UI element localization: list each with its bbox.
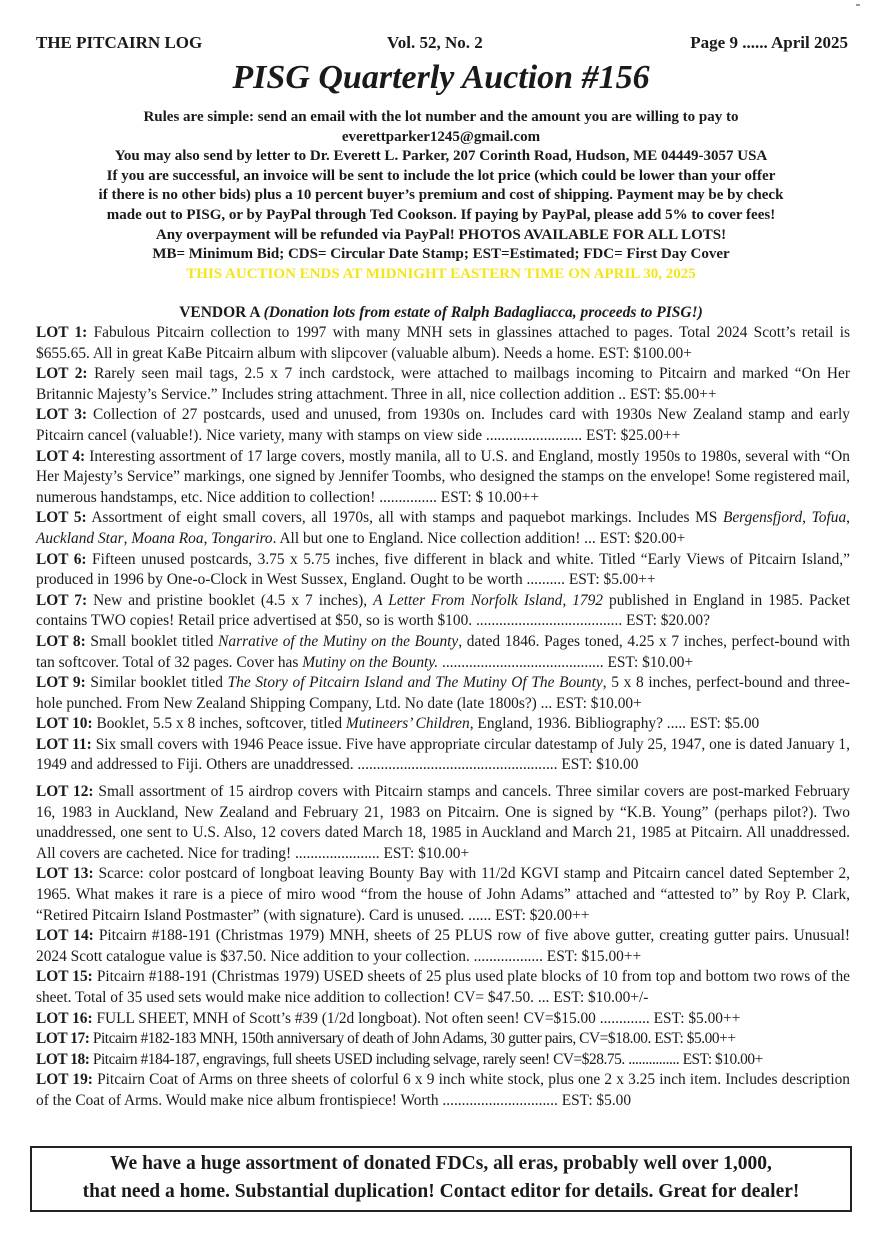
lot-description: New and pristine booklet (4.5 x 7 inches), A Letter From Norfolk Island, 1792 published in England in 1985. Packet contains TWO copies! Retail price advertised at $50, so is worth $100. ...................................... bbox=[36, 591, 850, 630]
lot-estimate: EST: $20.00+ bbox=[599, 529, 686, 547]
lot-estimate: EST: $20.00? bbox=[626, 612, 710, 630]
lot-description: Pitcairn #188-191 (Christmas 1979) USED sheets of 25 plus used plate blocks of 10 from top and bottom two rows of the sheet. Total of 35 used sets would make nice addition to collection! CV= $47.50. ... bbox=[36, 968, 850, 1006]
lot-item bbox=[36, 632, 850, 673]
lot-number: LOT 14: bbox=[36, 927, 94, 945]
volume-number: Vol. 52, No. 2 bbox=[387, 33, 483, 52]
lot-item bbox=[36, 1009, 850, 1030]
lot-item bbox=[36, 508, 850, 549]
lot-item bbox=[36, 782, 850, 864]
rules-line: Any overpayment will be refunded via PayPal! PHOTOS AVAILABLE FOR ALL LOTS! bbox=[155, 226, 727, 243]
advertisement-line: We have a huge assortment of donated FDCs, all eras, probably well over 1,000, bbox=[110, 1153, 772, 1174]
lot-estimate: EST: $20.00++ bbox=[495, 906, 590, 924]
lot-estimate: EST: $5.00++ bbox=[654, 1030, 736, 1048]
lot-estimate: EST: $10.00+ bbox=[383, 844, 470, 862]
rules-line: You may also send by letter to Dr. Everett L. Parker, 207 Corinth Road, Hudson, ME 04449-3057 USA bbox=[114, 148, 768, 165]
lot-estimate: EST: $10.00+/- bbox=[553, 989, 649, 1006]
lot-estimate: EST: $10.00+ bbox=[556, 694, 642, 712]
vendor-heading bbox=[0, 303, 882, 323]
contact-email[interactable]: everettparker1245@gmail.com bbox=[341, 128, 541, 145]
lot-description: Assortment of eight small covers, all 1970s, all with stamps and paquebot markings. Includes MS Bergensfjord, Tofua, Auckland Star, Moana Roa, Tongariro. All but one to England. Nice collection addition! ... bbox=[36, 509, 850, 547]
page-date: Page 9 ...... April 2025 bbox=[690, 33, 848, 52]
lot-description: Pitcairn #184-187, engravings, full sheets USED including selvage, rarely seen! CV=$28.75. ............... bbox=[92, 1050, 680, 1068]
lot-item bbox=[36, 1050, 850, 1071]
lot-description: Six small covers with 1946 Peace issue. Five have appropriate circular datestamp of July 25, 1947, one is dated January 1, 1949 and addressed to Fiji. Others are unaddressed. .................................................... bbox=[36, 735, 850, 774]
lot-estimate: EST: $ 10.00++ bbox=[440, 488, 540, 506]
lot-description: Booklet, 5.5 x 8 inches, softcover, titled Mutineers’ Children, England, 1936. Bibliography? ..... bbox=[96, 715, 687, 733]
publication-name: THE PITCAIRN LOG bbox=[36, 33, 203, 52]
lot-item bbox=[36, 714, 850, 735]
lot-number: LOT 6: bbox=[36, 550, 87, 568]
lot-number: LOT 4: bbox=[36, 447, 86, 465]
lot-description: Pitcairn #182-183 MNH, 150th anniversary of death of John Adams, 30 gutter pairs, CV=$18.00. bbox=[92, 1030, 651, 1048]
rules-line: if there is no other bids) plus a 10 percent buyer’s premium and cost of shipping. Payment may be by check bbox=[98, 187, 784, 204]
lot-number: LOT 16: bbox=[36, 1009, 93, 1027]
page-header bbox=[36, 33, 848, 55]
lot-item bbox=[36, 405, 850, 446]
lot-number: LOT 19: bbox=[36, 1071, 93, 1089]
lot-number: LOT 5: bbox=[36, 509, 87, 527]
lot-estimate: EST: $10.00+ bbox=[682, 1050, 763, 1068]
lot-number: LOT 10: bbox=[36, 715, 93, 733]
lot-list bbox=[36, 323, 850, 1112]
lot-number: LOT 7: bbox=[36, 591, 88, 609]
lot-item bbox=[36, 864, 850, 926]
lot-number: LOT 8: bbox=[36, 632, 86, 650]
fdc-advertisement-box bbox=[30, 1146, 852, 1212]
lot-item bbox=[36, 447, 850, 509]
lot-description: Fabulous Pitcairn collection to 1997 with many MNH sets in glassines attached to pages. Total 2024 Scott’s retail is $655.65. All in great KaBe Pitcairn album with slipcover (valuable album). Needs a home. bbox=[36, 324, 850, 362]
lot-item bbox=[36, 323, 850, 364]
lot-estimate: EST: $5.00 bbox=[689, 715, 760, 733]
scan-mark bbox=[856, 4, 860, 6]
lot-item bbox=[36, 1070, 850, 1111]
lot-description: Pitcairn Coat of Arms on three sheets of colorful 6 x 9 inch white stock, plus one 2 x 3.25 inch item. Includes description of the Coat of Arms. Would make nice album frontispiece! Worth .............................. bbox=[36, 1071, 850, 1109]
lot-description: Small booklet titled Narrative of the Mutiny on the Bounty, dated 1846. Pages toned, 4.25 x 7 inches, perfect-bound with tan softcover. Total of 32 pages. Cover has Mutiny on the Bounty. .......................................... bbox=[36, 632, 850, 671]
lot-estimate: EST: $5.00++ bbox=[629, 385, 717, 403]
lot-number: LOT 11: bbox=[36, 735, 92, 753]
rules-line: If you are successful, an invoice will be sent to include the lot price (which could be lower than your offer bbox=[106, 167, 776, 184]
abbreviations-line: MB= Minimum Bid; CDS= Circular Date Stamp; EST=Estimated; FDC= First Day Cover bbox=[152, 246, 730, 263]
lot-item bbox=[36, 673, 850, 714]
auction-rules bbox=[30, 108, 852, 284]
lot-description: Small assortment of 15 airdrop covers with Pitcairn stamps and cancels. Three similar covers are post-marked February 16, 1983 in Auckland, New Zealand and February 21, 1983 on Pitcairn. One is signed by “K.B. Young” (perhaps pilot?). Two unaddressed, one sent to U.S. Also, 12 covers dated March 18, 1985 in Auckland and March 21, 1985 at Pitcairn. All unaddressed. All covers are cacheted. Nice for trading! ...................... bbox=[36, 783, 850, 862]
lot-item bbox=[36, 364, 850, 405]
lot-number: LOT 2: bbox=[36, 365, 88, 383]
vendor-label: VENDOR A bbox=[179, 304, 260, 321]
lot-item bbox=[36, 1029, 850, 1050]
lot-number: LOT 9: bbox=[36, 674, 86, 692]
lot-description: Collection of 27 postcards, used and unused, from 1930s on. Includes card with 1930s New Zealand stamp and early Pitcairn cancel (valuable!). Nice variety, many with stamps on view side ......................... bbox=[36, 406, 850, 444]
lot-description: Similar booklet titled The Story of Pitcairn Island and The Mutiny Of The Bounty, 5 x 8 inches, perfect-bound and three-hole punched. From New Zealand Shipping Company, Ltd. No date (late 1800s?) ... bbox=[36, 674, 850, 712]
lot-number: LOT 17: bbox=[36, 1030, 90, 1048]
lot-description: Interesting assortment of 17 large covers, mostly manila, all to U.S. and England, mostly 1950s to 1980s, several with “On Her Majesty’s Service” markings, one signed by Jennifer Toombs, who designed the stamps on the envelope! Some registered mail, numerous handstamps, etc. Nice addition to collection! ............... bbox=[36, 447, 850, 506]
lot-estimate: EST: $15.00++ bbox=[546, 947, 642, 965]
advertisement-line: that need a home. Substantial duplication! Contact editor for details. Great for dealer! bbox=[82, 1181, 800, 1202]
lot-estimate: EST: $5.00++ bbox=[653, 1009, 741, 1027]
lot-description: Rarely seen mail tags, 2.5 x 7 inch cardstock, were attached to mailbags incoming to Pitcairn and marked “On Her Britannic Majesty’s Service.” Includes string attachment. Three in all, nice collection addition .. bbox=[36, 365, 850, 403]
lot-item bbox=[36, 735, 850, 776]
lot-estimate: EST: $5.00++ bbox=[568, 571, 656, 589]
lot-estimate: EST: $5.00 bbox=[561, 1091, 632, 1109]
lot-item bbox=[36, 591, 850, 632]
lot-number: LOT 18: bbox=[36, 1050, 90, 1068]
lot-item bbox=[36, 926, 850, 967]
rules-line: made out to PISG, or by PayPal through Ted Cookson. If paying by PayPal, please add 5% to cover fees! bbox=[106, 206, 776, 223]
lot-estimate: EST: $10.00+ bbox=[607, 653, 694, 671]
lot-description: Fifteen unused postcards, 3.75 x 5.75 inches, five different in black and white. Titled “Early Views of Pitcairn Island,” produced in 1996 by One-o-Clock in West Sussex, England. Ought to be worth .......... bbox=[36, 550, 850, 589]
rules-line: Rules are simple: send an email with the lot number and the amount you are willing to pay to bbox=[143, 109, 739, 125]
lot-description: Pitcairn #188-191 (Christmas 1979) MNH, sheets of 25 PLUS row of five above gutter, creating gutter pairs. Unusual! 2024 Scott catalogue value is $37.50. Nice addition to your collection. .................. bbox=[36, 927, 850, 965]
lot-number: LOT 12: bbox=[36, 783, 94, 801]
auction-title: PISG Quarterly Auction #156 bbox=[232, 59, 650, 96]
lot-item bbox=[36, 550, 850, 591]
vendor-note: (Donation lots from estate of Ralph Badagliacca, proceeds to PISG!) bbox=[263, 304, 703, 321]
lot-estimate: EST: $100.00+ bbox=[598, 344, 692, 362]
lot-number: LOT 3: bbox=[36, 406, 88, 424]
lot-description: FULL SHEET, MNH of Scott’s #39 (1/2d longboat). Not often seen! CV=$15.00 ............. bbox=[96, 1009, 650, 1027]
lot-description: Scarce: color postcard of longboat leaving Bounty Bay with 11/2d KGVI stamp and Pitcairn cancel dated September 2, 1965. What makes it rare is a piece of miro wood “from the house of John Adams” attached and “attested to” by Roy P. Clark, “Retired Pitcairn Island Postmaster” (with signature). Card is unused. ...... bbox=[36, 865, 850, 924]
lot-number: LOT 13: bbox=[36, 865, 94, 883]
auction-end-notice: THIS AUCTION ENDS AT MIDNIGHT EASTERN TIME ON APRIL 30, 2025 bbox=[186, 265, 696, 282]
lot-estimate: EST: $10.00 bbox=[561, 756, 639, 774]
lot-item bbox=[36, 967, 850, 1008]
lot-number: LOT 1: bbox=[36, 324, 88, 341]
lot-estimate: EST: $25.00++ bbox=[585, 426, 681, 444]
lot-number: LOT 15: bbox=[36, 968, 93, 986]
